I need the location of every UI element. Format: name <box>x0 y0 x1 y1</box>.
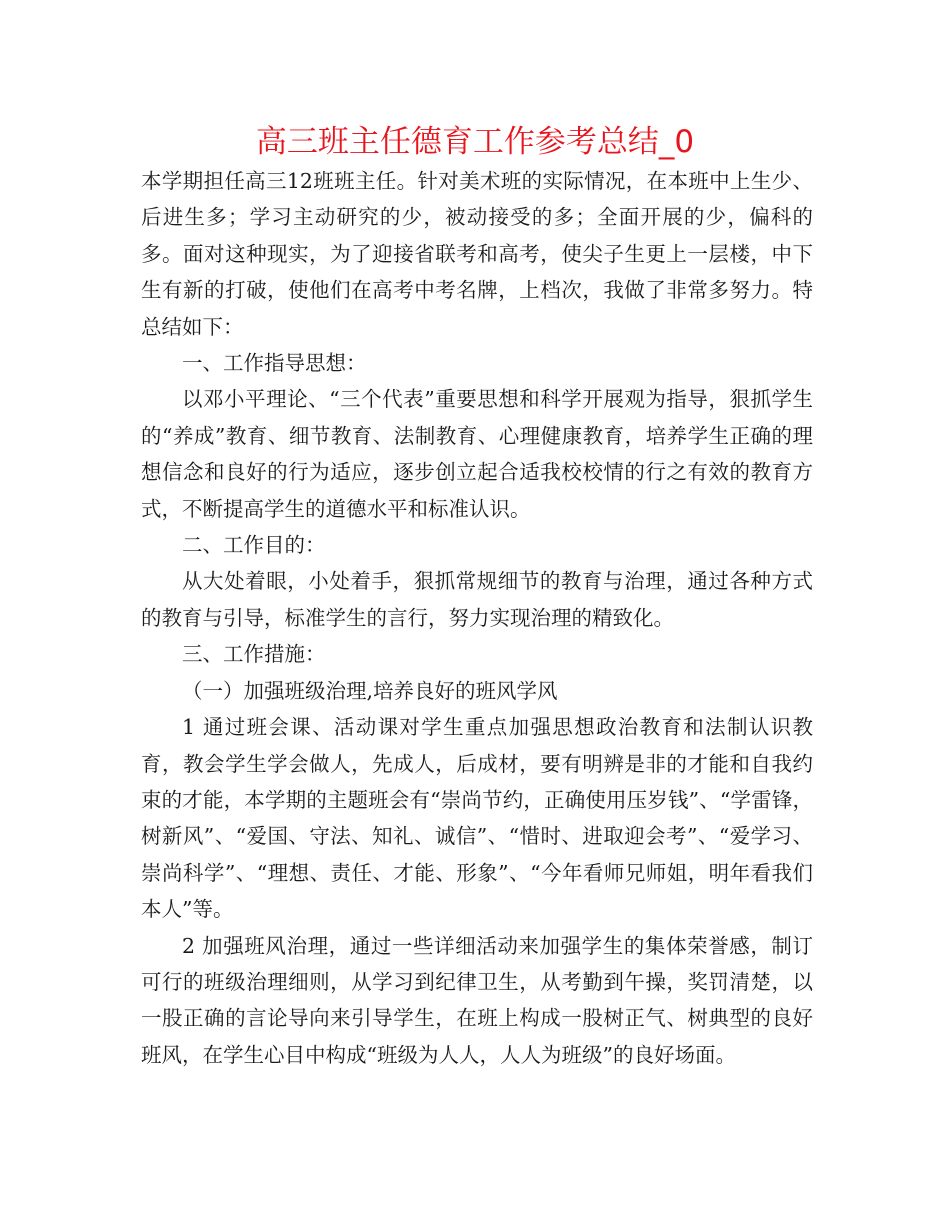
heading-guiding-thought: 一、工作指导思想： <box>182 351 367 376</box>
paragraph-guiding-thought: 以邓小平理论、“三个代表”重要思想和科学开展观为指导，狠抓学生的“养成”教育、细节教育、法制教育、心理健康教育，培养学生正确的理想信念和良好的行为适应，逐步创立起合适我校校情的行之有效的教育方式，不断提高学生的道德水平和标准认识。 <box>141 387 813 521</box>
document-title: 高三班主任德育工作参考总结_0 <box>255 124 695 160</box>
document-body <box>141 163 813 1073</box>
paragraph-measure-2: 2 加强班风治理，通过一些详细活动来加强学生的集体荣誉感，制订可行的班级治理细则，从学习到纪律卫生，从考勤到午操，奖罚清楚，以一股正确的言论导向来引导学生，在班上构成一股树正气、树典型的良好班风，在学生心目中构成“班级为人人，人人为班级”的良好场面。 <box>141 933 813 1067</box>
heading-work-goal: 二、工作目的： <box>182 533 326 558</box>
paragraph-measure-1: 1 通过班会课、活动课对学生重点加强思想政治教育和法制认识教育，教会学生学会做人，先成人，后成材，要有明辨是非的才能和自我约束的才能，本学期的主题班会有“崇尚节约，正确使用压岁钱”、“学雷锋，树新风”、“爱国、守法、知礼、诚信”、“惜时、进取迎会考”、“爱学习、崇尚科学”、“理想、责任、才能、形象”、“今年看师兄师姐，明年看我们本人”等。 <box>141 715 813 922</box>
paragraph-intro: 本学期担任高三12班班主任。针对美术班的实际情况，在本班中上生少、后进生多；学习主动研究的少，被动接受的多；全面开展的少，偏科的多。面对这种现实，为了迎接省联考和高考，使尖子生更上一层楼，中下生有新的打破，使他们在高考中考名牌，上档次，我做了非常多努力。特总结如下： <box>141 169 813 339</box>
heading-work-measures: 三、工作措施： <box>182 642 326 667</box>
subheading-class-management: （一）加强班级治理,培养良好的班风学风 <box>182 678 558 703</box>
paragraph-work-goal: 从大处着眼，小处着手，狠抓常规细节的教育与治理，通过各种方式的教育与引导，标准学生的言行，努力实现治理的精致化。 <box>141 569 813 630</box>
